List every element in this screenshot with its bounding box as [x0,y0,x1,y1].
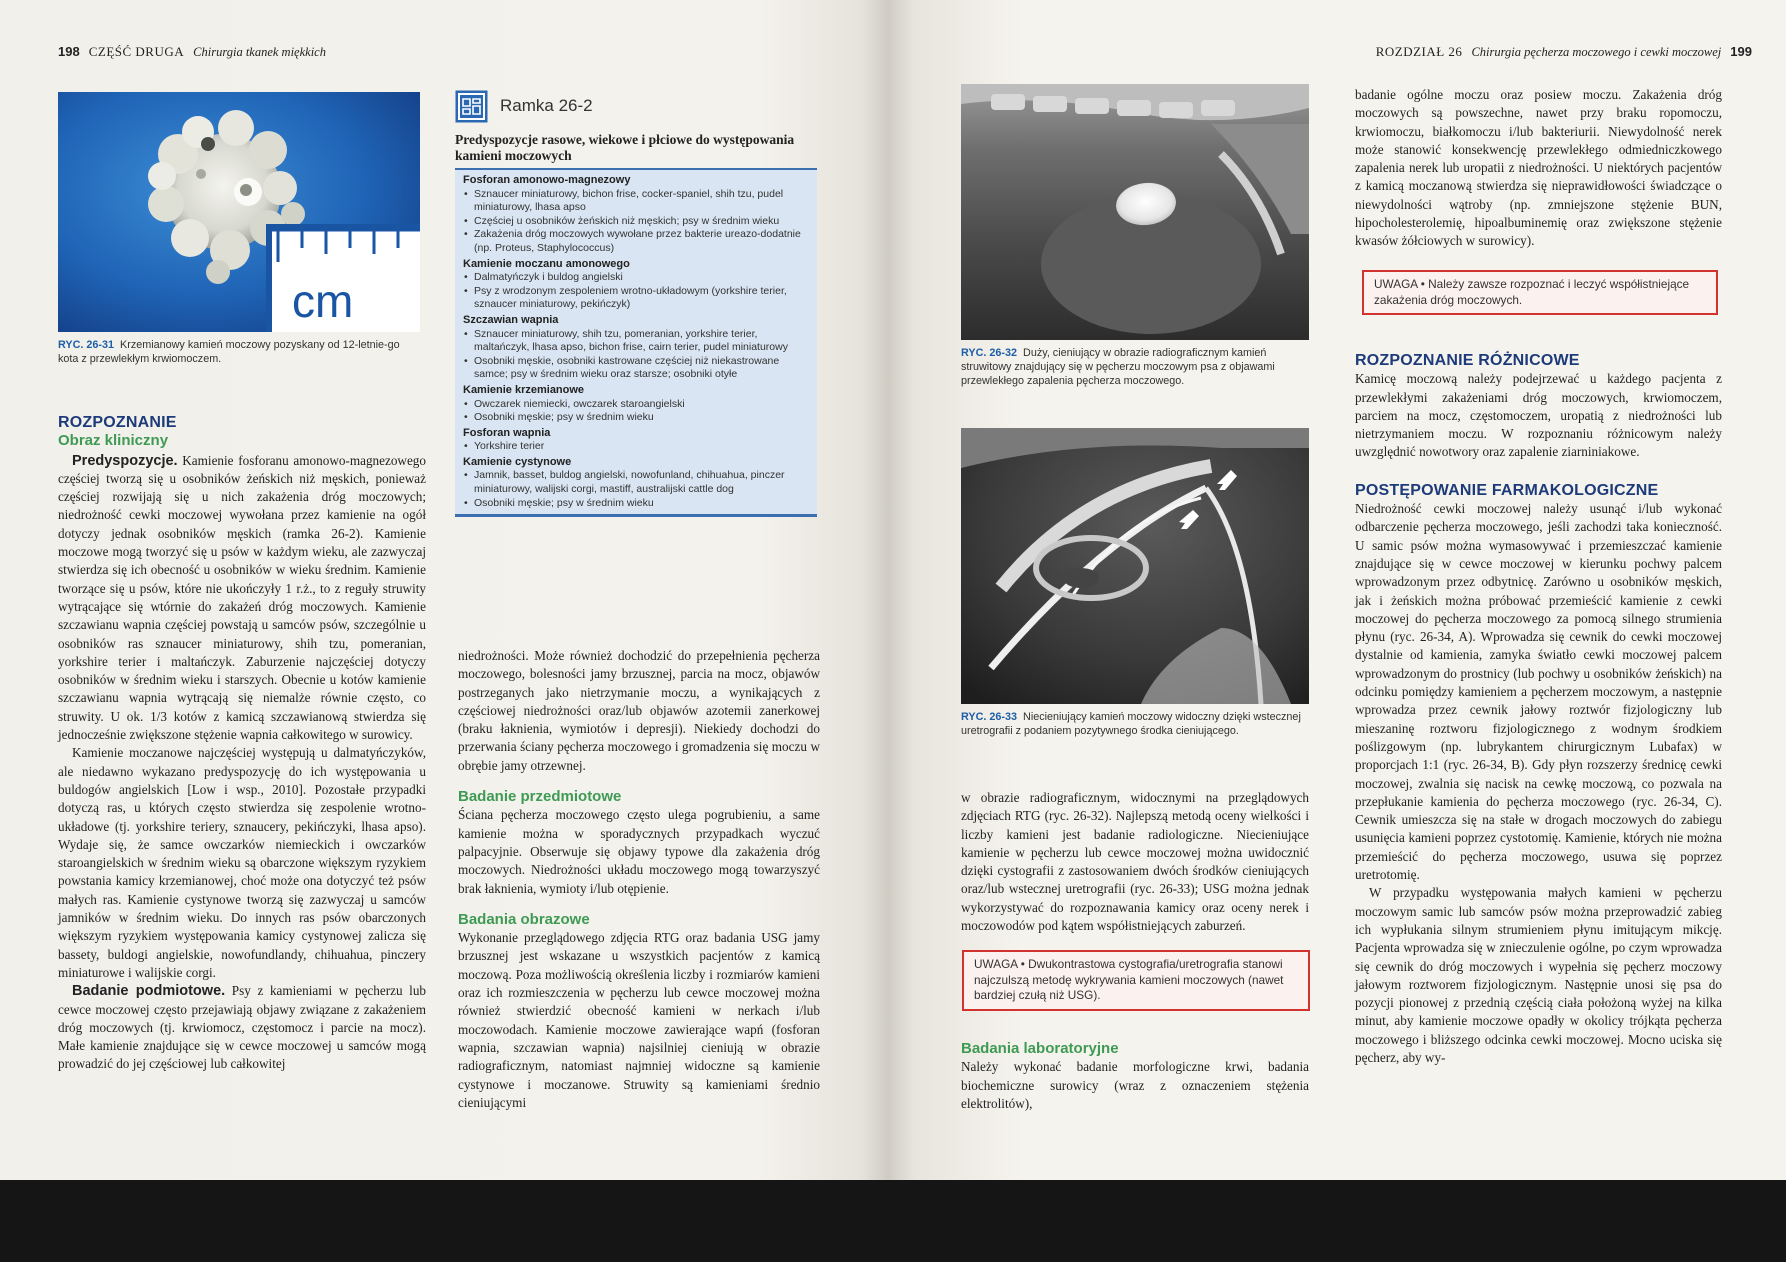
box-group-list [463,398,809,425]
runin-predisposition: Predyspozycje. [72,452,178,469]
left-column-2 [458,647,820,1112]
box-icon [455,90,488,123]
note-double-contrast [962,950,1310,1011]
box-group-list [463,440,809,454]
box-group-list [463,469,809,510]
figure-26-32-caption [961,346,1311,388]
right-column-2-top [1355,86,1722,251]
box-list-item: • Osobniki męskie; psy w średnim wieku [463,411,809,425]
part-title: Chirurgia tkanek miękkich [193,45,326,59]
box-list-item: • Yorkshire terier [463,440,809,454]
figure-26-32-xray [961,84,1309,340]
col4-top-text: badanie ogólne moczu oraz posiew moczu. Zakażenia dróg moczowych są powszechne, nawet przy braku ropomoczu, krwiomoczu, białkomoczu i/lub bakteriurii. Niewydolność nerek może stanowić konsekwencję przewlekłego odmiedniczkowego zapalenia nerek lub uropatii z niedrożności. U niektórych pacjentów z kamicą moczanową stwierdza się nieprawidłowości świadczące o niewydolności wątroby (np. zmniejszone stężenie BUN, hipocholesterolemię, hipoalbuminemię oraz zwiększone stężenie kwasów żółciowych w surowicy). [1355,87,1722,249]
note-infections-text: UWAGA • Należy zawsze rozpoznać i leczyć współistniejące zakażenia dróg moczowych. [1374,277,1690,307]
scan-background [0,1180,1786,1262]
left-running-head [58,44,326,60]
box-group-heading: Szczawian wapnia [463,313,559,326]
differential-text: Kamicę moczową należy podejrzewać u każdego pacjenta z przewlekłymi zakażeniami dróg moczowych, krwiomoczem, parciem na mocz, częstomoczem, uropatią z niedrożności lub nietrzymaniem moczu. W rozpoznaniu różnicowym należy uwzględnić nowotwory oraz zapalenie ziarniniakowe. [1355,371,1722,460]
box-group-heading: Fosforan wapnia [463,426,551,439]
predisposition-text: Kamienie fosforanu amonowo-magnezowego częściej tworzą się u osobników żeńskich niż męskich, ponieważ częściej rozwijają się u nich zakażenia dróg moczowych; niedrożność cewki moczowej wywołana przez kamienie na ogół dotyczy jednak osobników męskich (ramka 26-2). Kamienie moczowe mogą tworzyć się u psów w każdym wieku, ale zazwyczaj stwierdza się ich obecność u osobników w wieku średnim. Kamienie tworzące się u psów, które nie ukończyły 1 r.ż., to z reguły struwity wytrącające się wtórnie do zakażeń dróg moczowych. Kamienie szczawianu wapnia częściej powstają u samców psów, szczególnie u osobników ras sznaucer miniaturowy, shih tzu, pomeranian, yorkshire terier i maltańczyk. Zaburzenie najczęściej dotyczy osobników w średnim wieku i starszych. Obecnie u kotów kamienie szczawianu wapnia wytrącają się niemalże równie często, co struwity. U ok. 1/3 kotów z kamicą szczawianową stwierdza się jednocześnie zwiększone stężenie wapnia całkowitego w surowicy. [58,452,426,743]
figure-26-33-label: RYC. 26-33 [961,711,1018,723]
subheading-lab: Badania laboratoryjne [961,1040,1119,1057]
pharm-text-2: W przypadku występowania małych kamieni w pęcherzu moczowym samic lub samców psów można przeprowadzić zabieg ich wypłukania silnym strumieniem płynu imitującym mikcję. Pacjenta wprowadza się w znieczulenie ogólne, po czym wprowadza się cewnik do dróg moczowych i wypełnia się pęcherz moczowy jałowym roztworem fizjologicznym. Następnie unosi się psa do pozycji pionowej z przednią częścią ciała położoną wyżej na kilka minut, aby kamienie moczowe opadły w okolicy trójkąta pęcherza moczowego i bliższego odcinka cewki moczowej. Mocno uciska się pęcherz, aby wy- [1355,885,1722,1065]
subheading-imaging: Badania obrazowe [458,910,590,928]
box-list-item: • Częściej u osobników żeńskich niż męskich; psy w średnim wieku [463,215,809,229]
note-double-contrast-text: UWAGA • Dwukontrastowa cystografia/uretrografia stanowi najczulszą metodę wykrywania kamieni moczowych (nawet bardziej czułą niż USG). [974,957,1284,1002]
section-heading-pharmacological: POSTĘPOWANIE FARMAKOLOGICZNE [1355,481,1659,499]
box-label: Ramka 26-2 [500,96,593,115]
pharm-text: Niedrożność cewki moczowej należy usunąć i/lub wykonać odbarczenie pęcherza moczowego, jeśli zachodzi taka konieczność. U samic psów można wymasowywać i przemieszczać kamienie znajdujące się w cewce moczowej w kierunku pochwy palcem wprowadzonym przez odbytnicę. Zarówno u osobników męskich, jak i żeńskich można próbować przemieścić kamienie z cewki moczowej do pęcherza moczowego za pomocą silnego strumienia płynu (ryc. 26-34, A). Wprowadza się cewnik do cewki moczowej dystalnie od kamienia, zamyka światło cewki moczowej palcem wprowadzonym do prostnicy (lub pochwy u osobników żeńskich) na odcinku pomiędzy kamieniem a pęcherzem moczowym, a następnie wprowadza przez cewnik jałowy roztwór fizjologiczny lub mieszaninę roztworu fizjologicznego z wodnym środkiem poślizgowym (np. lubrykantem chirurgicznym Lubafax) w proporcjach 1:1 (ryc. 26-34, B). Gdy płyn rozszerzy średnicę cewki moczowej, zwalnia się nacisk na cewkę moczową, co pozwala na przepłukanie kamienia do pęcherza moczowego (ryc. 26-34, C). Cewnik umieszcza się na stałe w drogach moczowych do zabiegu usunięcia kamieni poprzez cystotomię. Kamienie, których nie można przemieścić do pęcherza moczowego, usuwa się poprzez uretrotomię. [1355,501,1722,883]
box-group-list [463,271,809,312]
box-26-2 [455,84,817,517]
figure-26-31-photo [58,92,420,332]
box-group-heading: Fosforan amonowo-magnezowy [463,174,631,186]
left-page [0,0,888,1180]
lab-text: Należy wykonać badanie morfologiczne krwi, badania biochemiczne surowicy (wraz z oznaczeniem stężenia elektrolitów), [961,1059,1309,1111]
box-list-item: • Sznaucer miniaturowy, shih tzu, pomeranian, yorkshire terier, maltańczyk, lhasa apso, bichon frise, cairn terier, pudel miniaturowy [463,328,809,355]
ruler-unit: cm [292,275,354,327]
figure-26-33-xray [961,428,1309,704]
figure-26-31-caption [58,338,420,366]
left-column-1 [58,414,426,1074]
box-title: Predyspozycje rasowe, wiekowe i płciowe do występowania kamieni moczowych [455,132,795,163]
figure-26-31-label: RYC. 26-31 [58,339,115,351]
box-group-heading: Kamienie cystynowe [463,455,572,468]
note-infections [1362,270,1718,315]
box-list-item: • Osobniki męskie, osobniki kastrowane częściej niż niekastrowane samce; psy w średnim wieku oraz starsze; osobniki otyłe [463,355,809,382]
figure-26-33-caption [961,710,1311,738]
box-list-item: • Jamnik, basset, buldog angielski, nowofunland, chihuahua, pinczer miniaturowy, walijski corgi, mastiff, australijski cattle dog [463,469,809,496]
figure-26-32-text: Duży, cieniujący w obrazie radiograficznym kamień struwitowy znajdujący się w pęcherzu moczowym psa z objawami przewlekłego zapalenia pęcherza moczowego. [961,347,1275,387]
col3-text: w obrazie radiograficznym, widocznymi na przeglądowych zdjęciach RTG (ryc. 26-32). Najlepszą metodą oceny wielkości i liczby kamieni jest badanie radiologiczne. Niecieniujące kamienie w pęcherzu lub cewce moczowej można uwidocznić dzięki cystografii z zastosowaniem dwóch środków cieniujących oraz/lub wstecznej uretrografii (ryc. 26-33); USG można jednak wykorzystywać do rozpoznawania kamicy oraz oceny nerek i moczowodów pod kątem współistniejących zaburzeń. [961,790,1309,934]
figure-26-31-text: Krzemianowy kamień moczowy pozyskany od 12-letnie-go kota z przewlekłym krwiomoczem. [58,339,400,365]
box-group-list [463,188,809,256]
right-page-number: 199 [1730,44,1752,59]
figure-26-33-text: Niecieniujący kamień moczowy widoczny dzięki wstecznej uretrografii z podaniem pozytywnego środka cieniującego. [961,711,1301,737]
box-group-heading: Kamienie moczanu amonowego [463,257,630,270]
col2-continuation: niedrożności. Może również dochodzić do przepełnienia pęcherza moczowego, bolesności jamy brzusznej, parcia na mocz, objawów postrzeganych jako nietrzymanie moczu, a wynikających z częściowej niedrożności oraz/lub objawów azotemii zanerkowej (braku łaknienia, wymiotów i depresji). Niekiedy dochodzi do przerwania ściany pęcherza moczowego i gromadzenia się moczu w obrębie jamy otrzewnej. [458,648,820,773]
section-heading-diagnosis: ROZPOZNANIE [58,414,177,431]
box-list-item: • Zakażenia dróg moczowych wywołane przez bakterie ureazo-dodatnie (np. Proteus, Staphylococcus) [463,228,809,255]
right-column-1-lab [961,1040,1309,1113]
chapter-title: Chirurgia pęcherza moczowego i cewki moczowej [1471,45,1722,59]
runin-history: Badanie podmiotowe. [72,983,226,1000]
figure-26-32-label: RYC. 26-32 [961,347,1018,359]
chapter-label: ROZDZIAŁ 26 [1375,44,1463,59]
urate-paragraph: Kamienie moczanowe najczęściej występują u dalmatyńczyków, ale niedawno wykazano predyspozycję do ich występowania u buldogów angielskich [Low i wsp., 2010]. Pozostałe przypadki dotyczą ras, u których często stwierdza się zespolenie wrotno-układowe (tj. yorkshire teriery, sznaucery, pekińczyki, lhasa apso). Wydaje się, że samce owczarków niemieckich i owczarków staroangielskich w średnim wieku są obarczone większym ryzykiem powstania kamicy krzemianowej, choć może ona dotyczyć też psów małych ras. Kamienie cystynowe tworzą się zazwyczaj u samców jamników w średnim wieku. Do innych ras psów obarczonych większym ryzykiem występowania kamicy cystynowej zalicza się bassety, buldogi angielskie, nowofundlandy, chihuahua, pinczery miniaturowe i walijskie corgi. [58,745,426,980]
physical-text: Ściana pęcherza moczowego często ulega pogrubieniu, a same kamienie można w sporadycznych przypadkach wyczuć palpacyjnie. Obserwuje się objawy typowe dla zakażenia dróg moczowych. Niedrożności układu moczowego mogą towarzyszyć brak łaknienia, wymioty i/lub otępienie. [458,807,820,896]
section-heading-differential: ROZPOZNANIE RÓŻNICOWE [1355,352,1580,369]
right-running-head [1376,44,1752,60]
box-list-item: • Sznaucer miniaturowy, bichon frise, cocker-spaniel, shih tzu, pudel miniaturowy, lhasa apso [463,188,809,215]
part-label: CZĘŚĆ DRUGA [88,44,185,59]
imaging-text: Wykonanie przeglądowego zdjęcia RTG oraz badania USG jamy brzusznej jest wskazane u wszystkich pacjentów z kamicą moczową. Poza możliwością określenia liczby i rozmiarów kamieni oraz ich rozmieszczenia w pęcherzu lub cewce moczowej można również stwierdzić obecność kamieni w nerkach i/lub moczowodach. Kamienie moczowe zawierające wapń (fosforan wapnia, szczawian wapnia) najsilniej cieniują w obrazie radiograficznym, natomiast najmniej widoczne są kamienie cystynowe i moczanowe. Struwity są kamieniami średnio cieniującymi [458,930,820,1110]
box-body [455,168,817,517]
box-group-list [463,328,809,382]
box-list-item: • Dalmatyńczyk i buldog angielski [463,271,809,285]
right-page [888,0,1786,1180]
box-list-item: • Owczarek niemiecki, owczarek staroangielski [463,398,809,412]
right-column-2 [1355,352,1722,1067]
history-text: Psy z kamieniami w pęcherzu lub cewce moczowej często przejawiają objawy związane z zakażeniem dróg moczowych (tj. krwiomocz, częstomocz i parcie na mocz). Małe kamienie znajdujące się w cewce moczowej u samców mogą prowadzić do jej częściowej lub całkowitej [58,983,427,1072]
left-page-number: 198 [58,44,80,59]
right-column-1 [961,789,1309,935]
box-list-item: • Osobniki męskie; psy w średnim wieku [463,497,809,511]
subheading-clinical: Obraz kliniczny [58,432,169,450]
subheading-physical: Badanie przedmiotowe [458,788,622,806]
box-list-item: • Psy z wrodzonym zespoleniem wrotno-układowym (yorkshire terier, sznaucer miniaturowy, pekińczyk) [463,285,809,312]
box-group-heading: Kamienie krzemianowe [463,383,585,396]
